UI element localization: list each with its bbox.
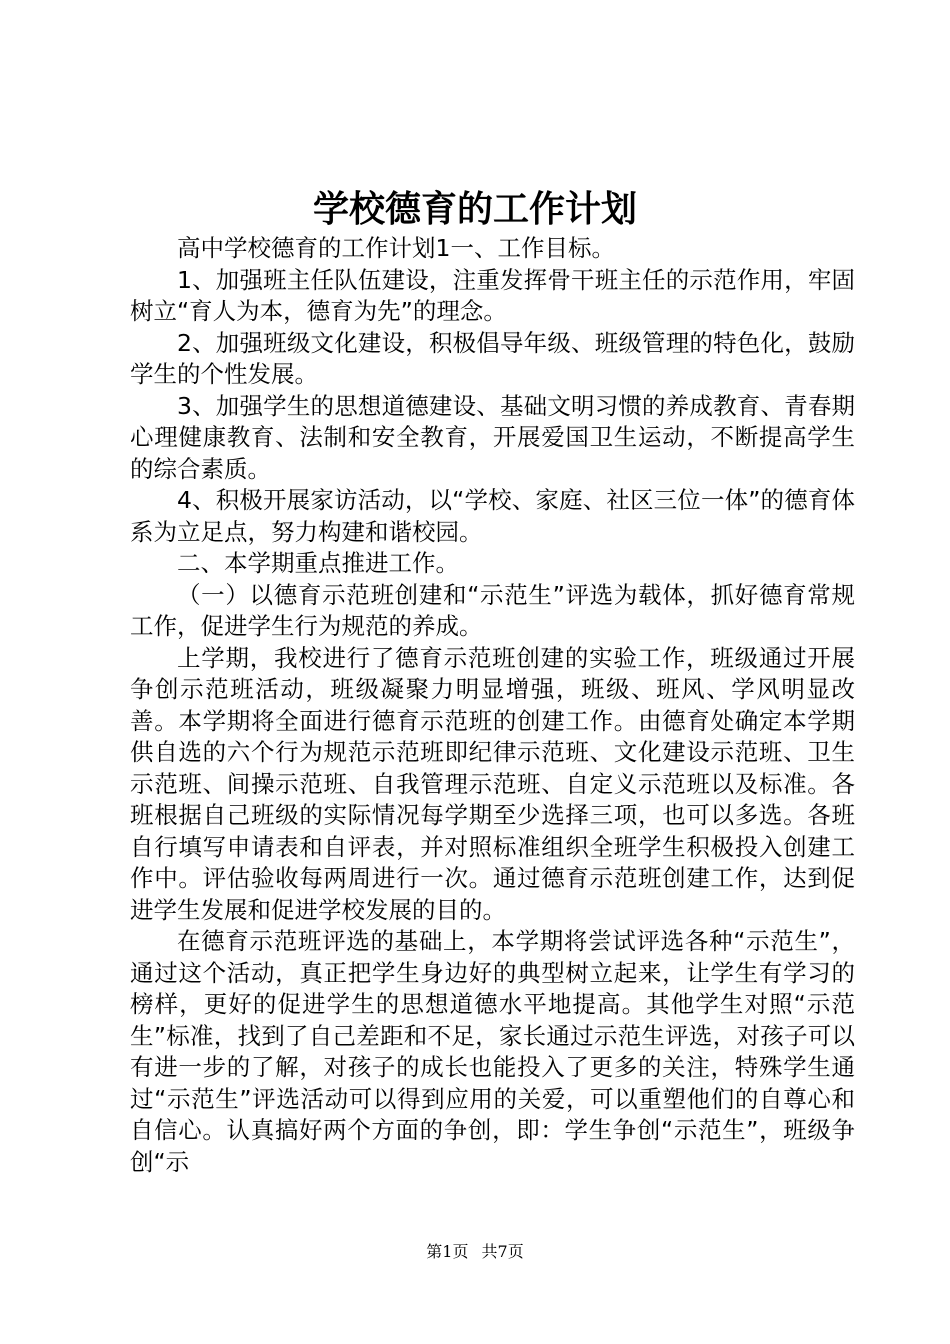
paragraph-goal-2: 2、加强班级文化建设，积极倡导年级、班级管理的特色化，鼓励学生的个性发展。 [130,328,855,388]
document-title: 学校德育的工作计划 [312,188,637,230]
paragraph-goal-3: 3、加强学生的思想道德建设、基础文明习惯的养成教育、青春期心理健康教育、法制和安全教育，开展爱国卫生运动，不断提高学生的综合素质。 [130,391,855,483]
paragraph-demo-class: 上学期，我校进行了德育示范班创建的实验工作，班级通过开展争创示范班活动，班级凝聚力明显增强，班级、班风、学风明显改善。本学期将全面进行德育示范班的创建工作。由德育处确定本学期供自选的六个行为规范示范班即纪律示范班、文化建设示范班、卫生示范班、间操示范班、自我管理示范班、自定义示范班以及标准。各班根据自己班级的实际情况每学期至少选择三项，也可以多选。各班自行填写申请表和自评表，并对照标准组织全班学生积极投入创建工作中。评估验收每两周进行一次。通过德育示范班创建工作，达到促进学生发展和促进学校发展的目的。 [130,643,855,924]
page-total: 共7页 [481,1242,524,1261]
paragraph-intro: 高中学校德育的工作计划1一、工作目标。 [177,234,615,262]
page-footer [0,1241,950,1263]
paragraph-subsection-1-heading: （一）以德育示范班创建和“示范生”评选为载体，抓好德育常规工作，促进学生行为规范的养成。 [130,580,855,640]
paragraph-section-2-heading: 二、本学期重点推进工作。 [177,549,459,577]
paragraph-goal-1: 1、加强班主任队伍建设，注重发挥骨干班主任的示范作用，牢固树立“育人为本，德育为先”的理念。 [130,265,855,325]
paragraph-demo-student: 在德育示范班评选的基础上，本学期将尝试评选各种“示范生”，通过这个活动，真正把学生身边好的典型树立起来，让学生有学习的榜样，更好的促进学生的思想道德水平地提高。其他学生对照“示范生”标准，找到了自己差距和不足，家长通过示范生评选，对孩子可以有进一步的了解，对孩子的成长也能投入了更多的关注，特殊学生通过“示范生”评选活动可以得到应用的关爱，可以重塑他们的自尊心和自信心。认真搞好两个方面的争创，即：学生争创“示范生”，班级争创“示 [130,927,855,1176]
page-number: 第1页 [426,1242,469,1261]
document-body [130,233,855,1178]
paragraph-goal-4: 4、积极开展家访活动，以“学校、家庭、社区三位一体”的德育体系为立足点，努力构建和谐校园。 [130,486,855,546]
